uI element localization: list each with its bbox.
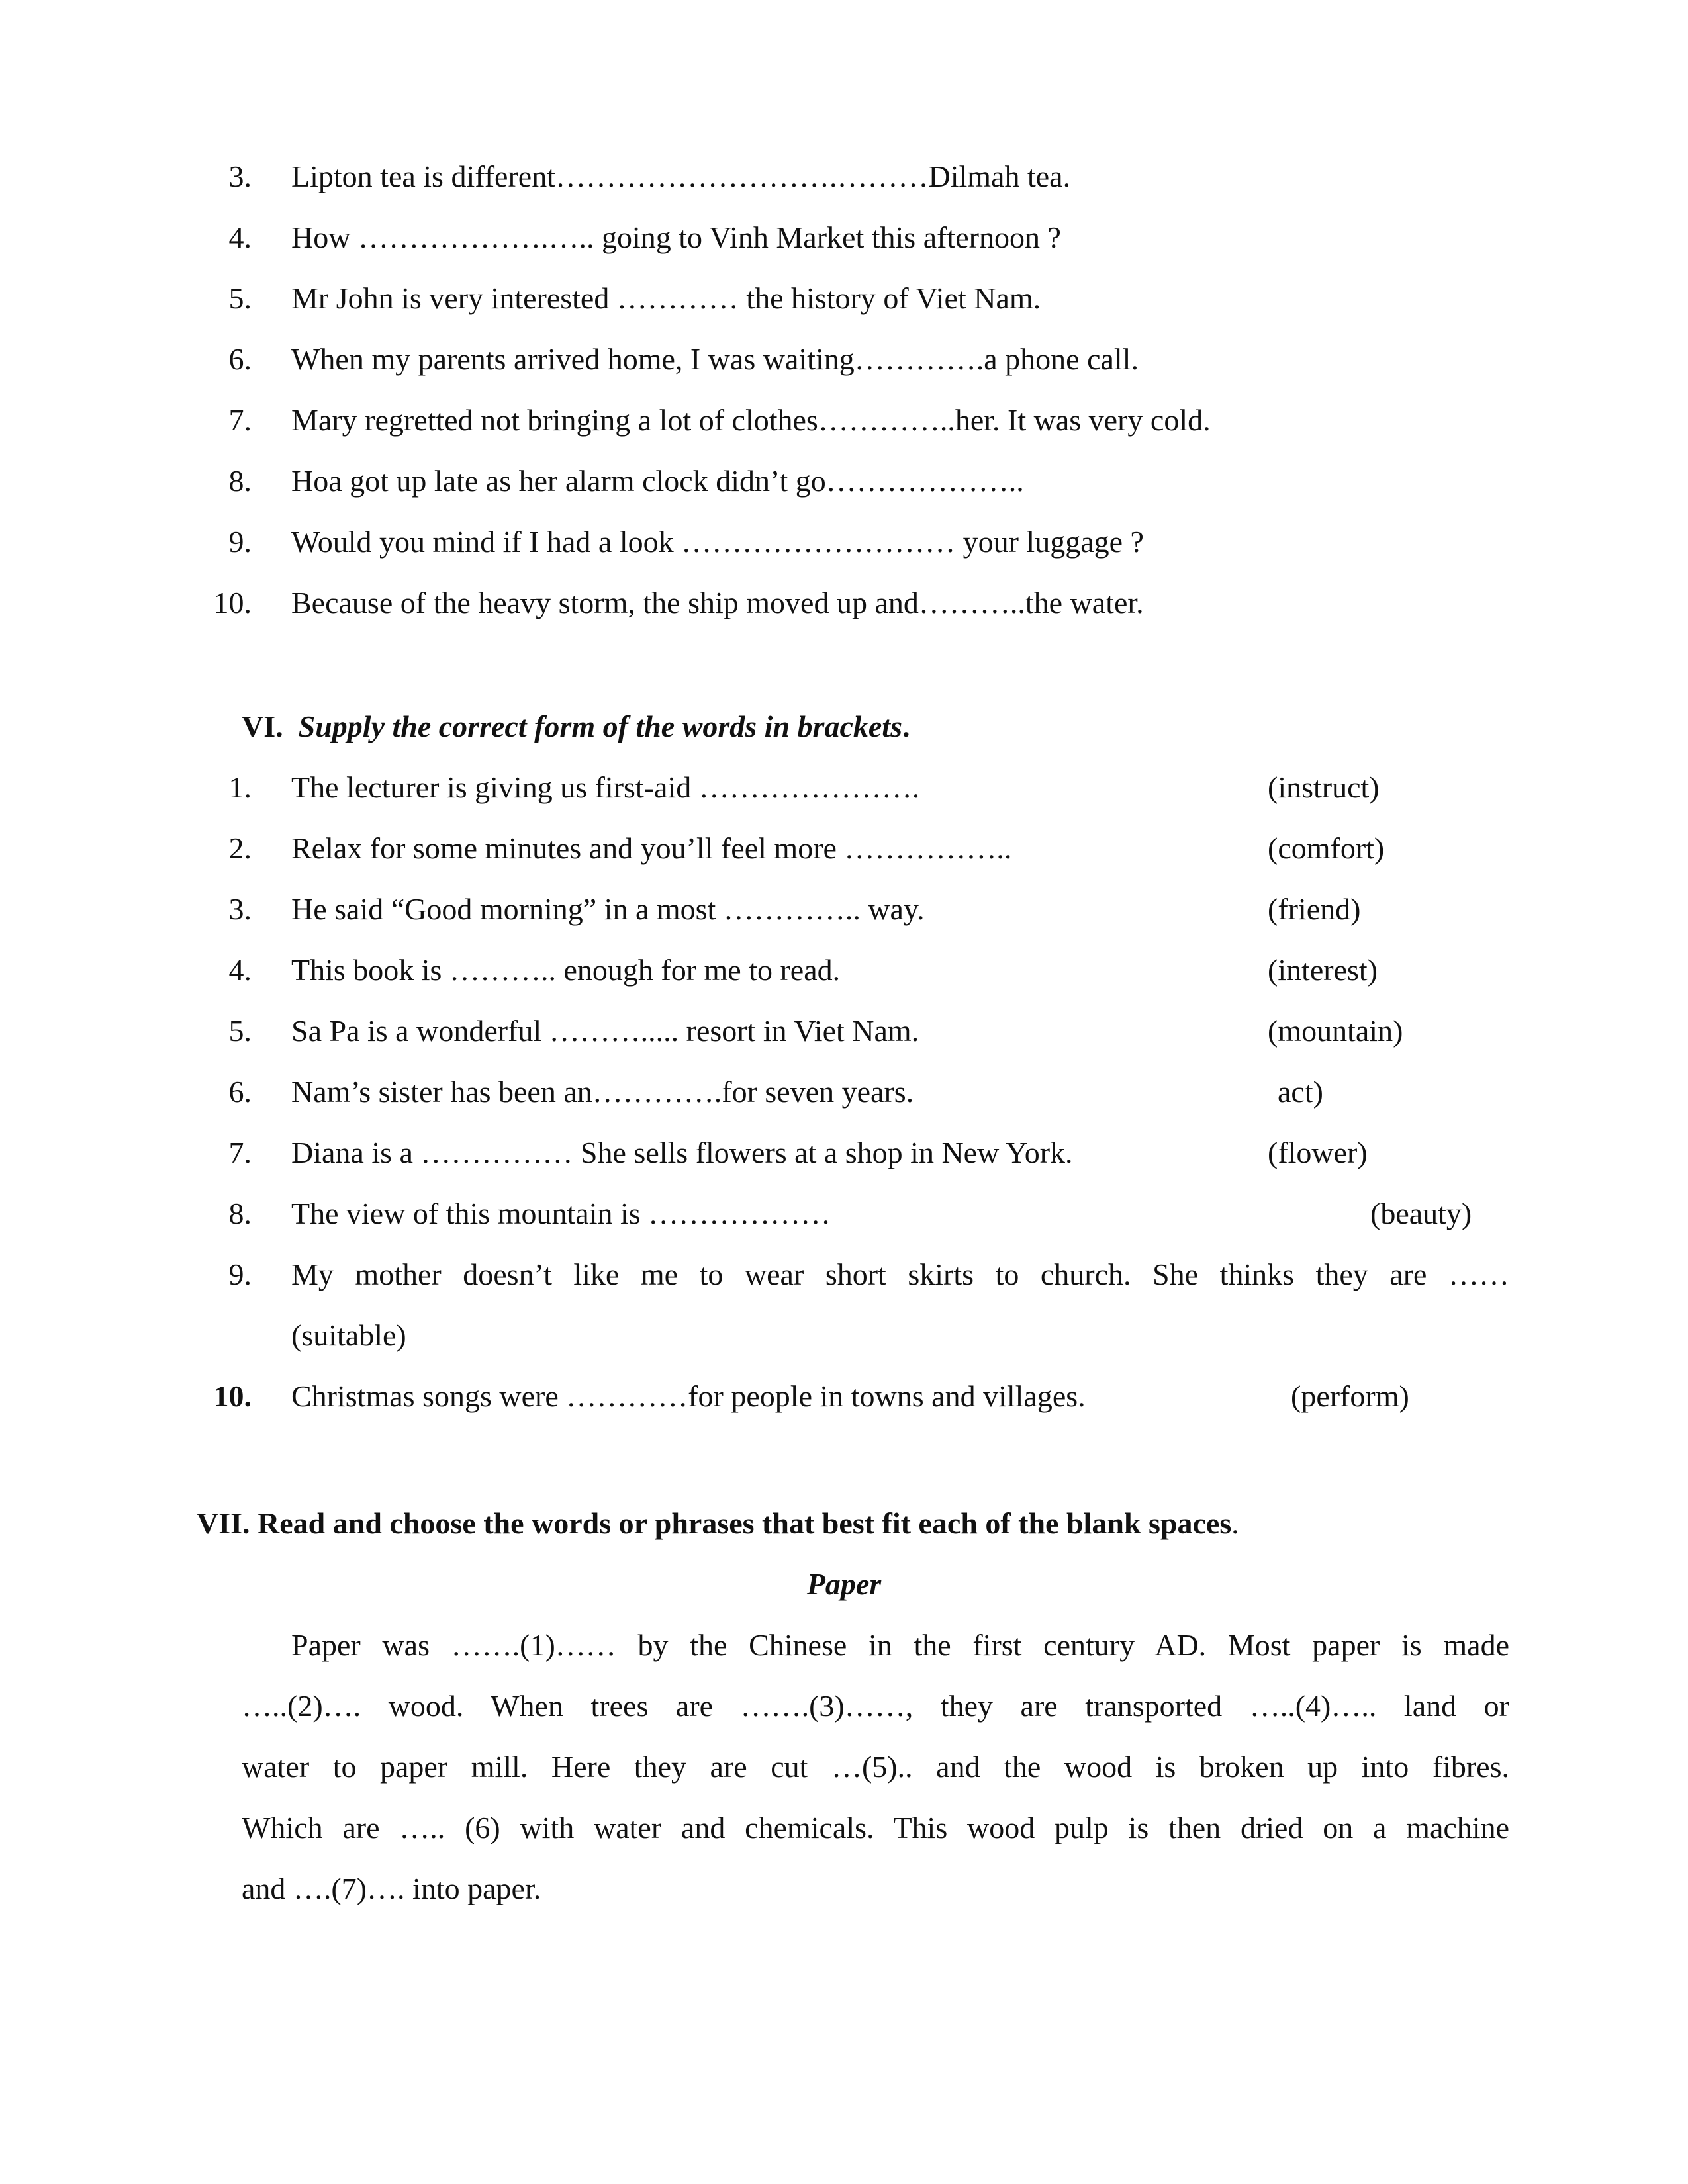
item-number: 7. — [228, 1136, 252, 1169]
item-text: How ……………….….. going to Vinh Market this afternoon ? — [291, 220, 1061, 254]
passage-title: Paper — [806, 1567, 882, 1601]
passage-line: water to paper mill. Here they are cut …(5).. and the wood is broken up into fibres. — [242, 1750, 1509, 1784]
item-number: 3. — [228, 159, 252, 193]
item-text: Nam’s sister has been an………….for seven years. — [291, 1075, 914, 1109]
section-vii-heading-text: VII. Read and choose the words or phrases that best fit each of the blank spaces — [197, 1506, 1232, 1540]
item-text: Diana is a …………… She sells flowers at a shop in New York. — [291, 1136, 1073, 1169]
item-text: He said “Good morning” in a most ………….. way. — [291, 892, 925, 926]
item-text: When my parents arrived home, I was waiting………….a phone call. — [291, 342, 1139, 376]
item-text: Would you mind if I had a look ……………………… your luggage ? — [291, 525, 1144, 559]
item-number: 8. — [228, 1197, 252, 1230]
word-hint: (suitable) — [291, 1318, 406, 1352]
word-hint: (instruct) — [1268, 770, 1380, 804]
item-text: This book is ……….. enough for me to read. — [291, 953, 841, 987]
item-number: 8. — [228, 464, 252, 498]
item-text: The view of this mountain is ……………… — [291, 1197, 831, 1230]
passage-line: …..(2)…. wood. When trees are …….(3)……, they are transported …..(4)….. land or — [242, 1689, 1509, 1723]
item-number: 5. — [228, 281, 252, 315]
passage-line: and ….(7)…. into paper. — [242, 1872, 541, 1905]
item-number: 5. — [228, 1014, 252, 1048]
word-hint: act) — [1278, 1075, 1323, 1109]
section-vi-instruction: Supply the correct form of the words in brackets — [298, 709, 902, 743]
section-vi-roman: VI. — [242, 709, 283, 743]
item-number: 10. — [213, 1379, 252, 1413]
item-text: The lecturer is giving us first-aid …………………. — [291, 770, 920, 804]
item-text: Mary regretted not bringing a lot of clothes…………..her. It was very cold. — [291, 403, 1211, 437]
item-text: Hoa got up late as her alarm clock didn’t go……………….. — [291, 464, 1024, 498]
word-hint: (comfort) — [1268, 831, 1385, 865]
item-text: Lipton tea is different……………………….………Dilmah tea. — [291, 159, 1071, 193]
item-number: 4. — [228, 953, 252, 987]
word-hint: (mountain) — [1268, 1014, 1403, 1048]
item-text: Relax for some minutes and you’ll feel more …………….. — [291, 831, 1012, 865]
section-vii-heading — [197, 1504, 1239, 1543]
item-number: 9. — [228, 525, 252, 559]
passage-line: Which are ….. (6) with water and chemicals. This wood pulp is then dried on a machine — [242, 1811, 1509, 1844]
section-vii-period: . — [1231, 1506, 1239, 1540]
section-vi-period: . — [902, 709, 910, 743]
word-hint: (flower) — [1268, 1136, 1368, 1169]
section-vi-heading — [242, 707, 910, 747]
word-hint: (friend) — [1268, 892, 1361, 926]
item-text: Mr John is very interested ………… the history of Viet Nam. — [291, 281, 1041, 315]
item-number: 10. — [213, 586, 252, 619]
item-number: 6. — [228, 1075, 252, 1109]
word-hint: (perform) — [1291, 1379, 1409, 1413]
item-text: Christmas songs were …………for people in towns and villages. — [291, 1379, 1086, 1413]
item-text: My mother doesn’t like me to wear short skirts to church. She thinks they are …… — [291, 1257, 1509, 1291]
item-number: 2. — [228, 831, 252, 865]
item-number: 7. — [228, 403, 252, 437]
item-text: Because of the heavy storm, the ship moved up and………..the water. — [291, 586, 1144, 619]
item-number: 1. — [228, 770, 252, 804]
item-number: 4. — [228, 220, 252, 254]
word-hint: (interest) — [1268, 953, 1378, 987]
item-number: 9. — [228, 1257, 252, 1291]
passage-line: Paper was …….(1)…… by the Chinese in the first century AD. Most paper is made — [291, 1628, 1509, 1662]
item-number: 3. — [228, 892, 252, 926]
item-number: 6. — [228, 342, 252, 376]
word-hint: (beauty) — [1370, 1197, 1472, 1230]
item-text: Sa Pa is a wonderful ………..... resort in Viet Nam. — [291, 1014, 919, 1048]
